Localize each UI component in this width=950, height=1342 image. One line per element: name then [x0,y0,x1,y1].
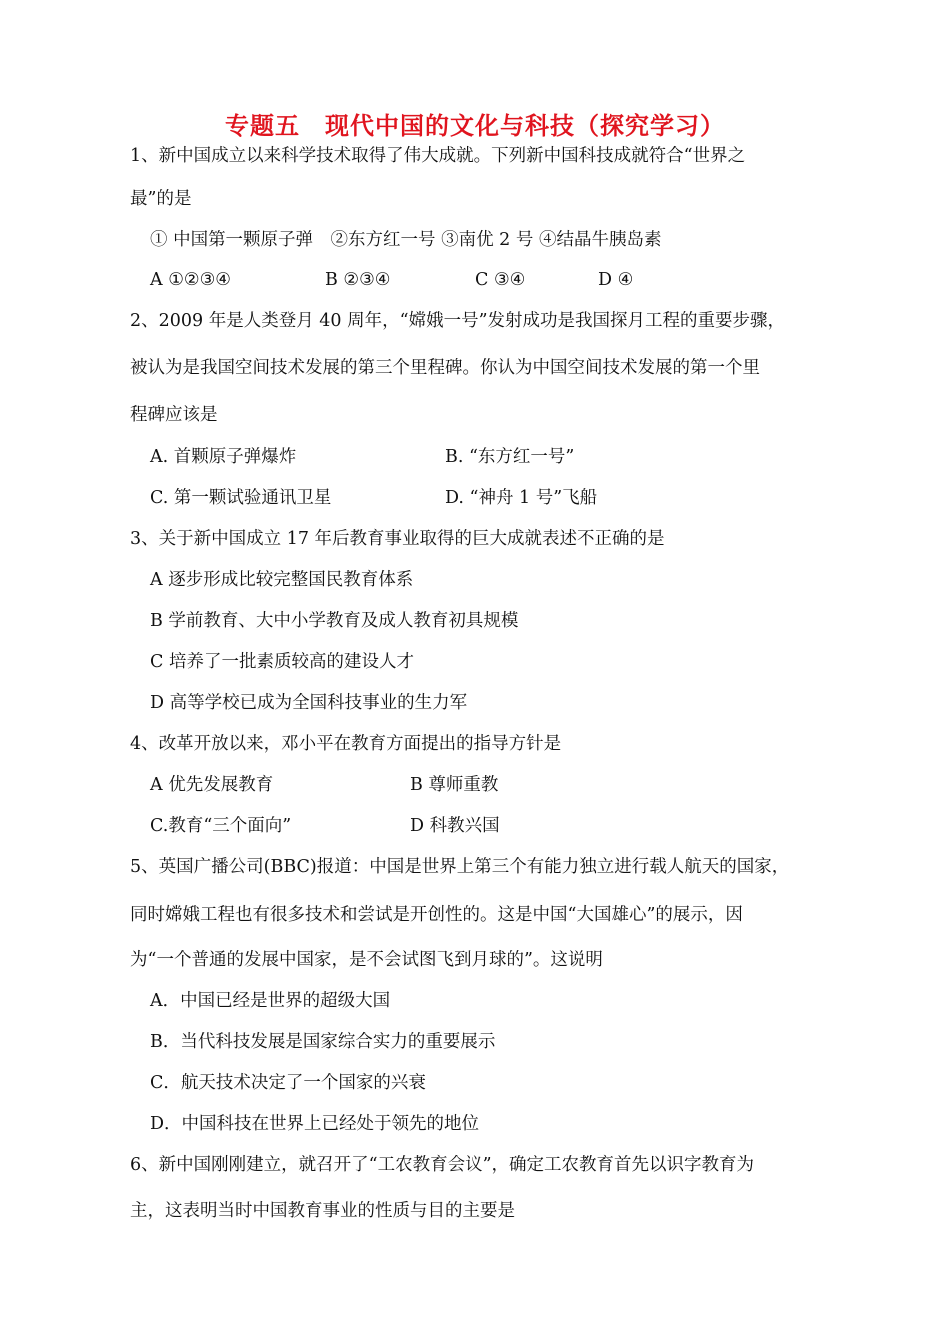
q5-option-b: B．当代科技发展是国家综合实力的重要展示 [150,1032,496,1052]
q1-option-c: C ③④ [475,270,526,290]
q2-option-b: B. “东方红一号” [445,447,575,467]
q3-option-c: C 培养了一批素质较高的建设人才 [150,652,414,672]
q4-option-c: C.教育“三个面向” [150,816,292,836]
q1-option-b: B ②③④ [325,270,391,290]
q3-option-d: D 高等学校已成为全国科技事业的生力军 [150,693,468,713]
q6-stem-line1: 6、新中国刚刚建立，就召开了“工农教育会议”，确定工农教育首先以识字教育为 [130,1155,755,1175]
q1-items: ① 中国第一颗原子弹 ②东方红一号 ③南优 2 号 ④结晶牛胰岛素 [150,230,662,250]
q1-stem-line2: 最”的是 [130,189,192,209]
q4-option-b: B 尊师重教 [410,775,499,795]
q5-option-d: D．中国科技在世界上已经处于领先的地位 [150,1114,480,1134]
q5-stem-line1: 5、英国广播公司(BBC)报道：中国是世界上第三个有能力独立进行载人航天的国家， [130,857,790,877]
q5-option-a: A．中国已经是世界的超级大国 [150,991,391,1011]
q5-stem-line3: 为“一个普通的发展中国家，是不会试图飞到月球的”。这说明 [130,950,603,970]
q4-stem-line1: 4、改革开放以来，邓小平在教育方面提出的指导方针是 [130,734,562,754]
q1-option-a: A ①②③④ [150,270,231,290]
q4-option-d: D 科教兴国 [410,816,500,836]
q5-option-c: C．航天技术决定了一个国家的兴衰 [150,1073,426,1093]
page-title: 专题五 现代中国的文化与科技（探究学习） [225,112,725,140]
q1-stem-line1: 1、新中国成立以来科学技术取得了伟大成就。下列新中国科技成就符合“世界之 [130,146,746,166]
q2-option-a: A. 首颗原子弹爆炸 [150,447,297,467]
q2-option-c: C. 第一颗试验通讯卫星 [150,488,332,508]
q2-option-d: D. “神舟 1 号”飞船 [445,488,598,508]
q4-option-a: A 优先发展教育 [150,775,274,795]
q6-stem-line2: 主，这表明当时中国教育事业的性质与目的主要是 [130,1201,515,1221]
q3-option-a: A 逐步形成比较完整国民教育体系 [150,570,414,590]
q2-stem-line2: 被认为是我国空间技术发展的第三个里程碑。你认为中国空间技术发展的第一个里 [130,358,760,378]
q3-stem-line1: 3、关于新中国成立 17 年后教育事业取得的巨大成就表述不正确的是 [130,529,665,549]
q2-stem-line3: 程碑应该是 [130,405,218,425]
q5-stem-line2: 同时嫦娥工程也有很多技术和尝试是开创性的。这是中国“大国雄心”的展示，因 [130,905,743,925]
q1-option-d: D ④ [598,270,634,290]
q2-stem-line1: 2、2009 年是人类登月 40 周年，“嫦娥一号”发射成功是我国探月工程的重要步骤， [130,311,786,331]
q3-option-b: B 学前教育、大中小学教育及成人教育初具规模 [150,611,519,631]
